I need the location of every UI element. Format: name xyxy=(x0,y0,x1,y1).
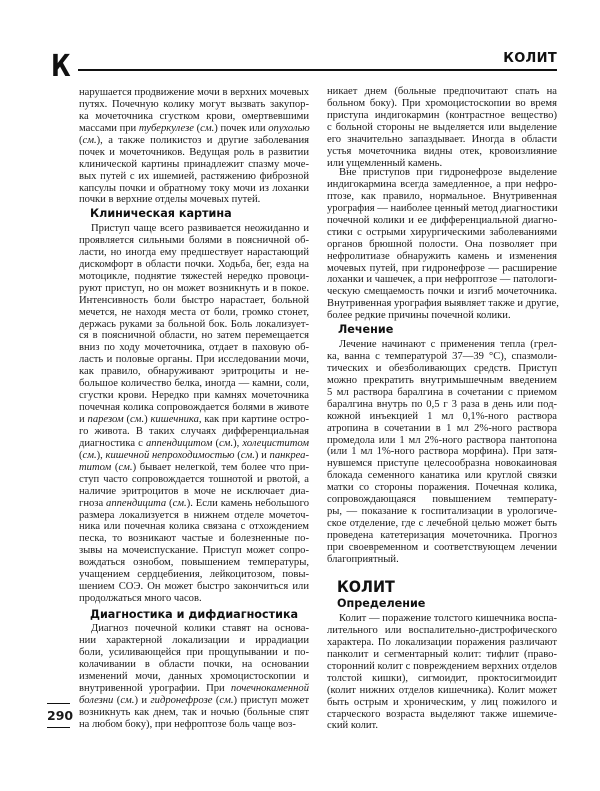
text-segment: почки в верхние отделы мочевых путей. xyxy=(79,194,261,206)
text-segment: ) и xyxy=(254,449,270,461)
cross-reference: болезни xyxy=(79,694,114,706)
cross-reference: см. xyxy=(120,694,135,706)
cross-reference: аппендицитом xyxy=(145,437,213,449)
text-line xyxy=(79,545,309,557)
text-line xyxy=(327,298,557,310)
text-line xyxy=(327,286,557,298)
text-segment: Внутривенная урография выявляет также и другие, xyxy=(327,298,559,310)
text-segment: песка, то возникают частые и болезненные по- xyxy=(79,533,309,545)
text-segment: никает днем (больные предпочитают спать на xyxy=(327,86,557,97)
text-line xyxy=(79,135,309,147)
text-line xyxy=(327,625,557,637)
text-line xyxy=(79,707,309,719)
text-line xyxy=(79,319,309,331)
text-segment: птозе, как правило, нормальное. Внутривенная xyxy=(327,190,557,202)
text-line xyxy=(327,215,557,227)
text-segment: массами при xyxy=(79,122,139,134)
text-segment: нии характерной локализации и иррадиации xyxy=(79,634,309,646)
text-segment: сторонний колит с повреждением верхних отделов xyxy=(327,660,557,672)
text-segment: старческого возраста выделяют также ишемиче- xyxy=(327,708,557,720)
text-segment: лительного или воспалительно-дистрофического xyxy=(327,624,557,636)
text-segment: внутривенной урографии. При xyxy=(79,682,231,694)
cross-reference: титом xyxy=(79,461,112,473)
text-line xyxy=(79,223,309,235)
text-line xyxy=(79,659,309,671)
text-segment: держась руками за больной бок. Боль локализует- xyxy=(79,318,309,330)
cross-reference: холециститом xyxy=(242,437,309,449)
cross-reference: см. xyxy=(200,122,215,134)
text-segment: почечная колика сопровождается болями в животе xyxy=(79,402,309,414)
text-segment: диагностика с xyxy=(79,437,146,449)
text-segment: ( xyxy=(111,461,119,473)
text-segment: почечной колики и ее дифференциальной диагно- xyxy=(327,214,557,226)
text-segment: нефролитиазе обнаружить камень и изменения xyxy=(327,250,557,262)
section-heading-clinical: Клиническая картина xyxy=(90,207,232,220)
text-segment: ) почек или xyxy=(214,122,269,134)
text-segment: ) бывает нелегкой, тем более что при- xyxy=(132,461,309,473)
text-segment: ский колит. xyxy=(327,720,379,732)
text-segment: (или 1 мл 1%-ного раствора морфина). При затя- xyxy=(327,446,557,458)
text-line xyxy=(79,647,309,659)
text-line xyxy=(79,183,309,195)
text-line xyxy=(79,414,309,426)
text-line xyxy=(327,637,557,649)
text-line xyxy=(79,593,309,605)
text-segment: панколит и сегментарный колит: тифлит (право- xyxy=(327,648,557,660)
text-line xyxy=(79,307,309,319)
text-segment: стики с острыми хирургическими заболеваниями xyxy=(327,226,557,238)
section-letter: К xyxy=(51,49,71,84)
text-line xyxy=(327,146,557,158)
text-line xyxy=(79,474,309,486)
text-segment: блокада семенного канатика или круглой связки xyxy=(327,470,557,482)
text-segment: устья мочеточника видны отек, кровоизлияние xyxy=(327,145,557,157)
cross-reference: см. xyxy=(172,497,187,509)
text-segment: ласть и половые органы. При исследовании мочи, xyxy=(79,354,309,366)
text-segment: урография — наиболее ценный метод диагностики xyxy=(327,202,558,214)
cross-reference: см. xyxy=(118,461,133,473)
text-line xyxy=(79,486,309,498)
text-line xyxy=(79,426,309,438)
text-segment: нарушается продвижение мочи в верхних мочевых xyxy=(79,87,309,98)
cross-reference: см. xyxy=(219,694,234,706)
paragraph xyxy=(327,86,557,170)
text-line xyxy=(327,363,557,375)
running-title: КОЛИТ xyxy=(503,51,557,66)
text-line xyxy=(327,423,557,435)
text-segment: размера локализуется в нижнем отделе мочеточ- xyxy=(79,509,309,521)
text-segment: учащением сердцебиения, лейкоцитозом, повы- xyxy=(79,569,309,581)
text-line xyxy=(327,263,557,275)
cross-reference: аппендицита xyxy=(106,497,167,509)
text-line xyxy=(79,695,309,707)
cross-reference: опухолью xyxy=(268,122,310,134)
section-heading-definition: Определение xyxy=(337,597,426,610)
text-segment: вниз по ходу мочеточника, отдает в паховую об- xyxy=(79,342,309,354)
text-segment: его значительно запаздывает. Иногда в области xyxy=(327,133,557,145)
text-segment: ка мочеточника сгустком крови, омертвевшими xyxy=(79,110,309,122)
text-line xyxy=(79,510,309,522)
text-segment: капсулы почки и обратному току мочи из лоханки xyxy=(79,182,309,194)
text-segment: атропина в сочетании в 1 мл 2%-ного раствора xyxy=(327,422,557,434)
paragraph xyxy=(327,167,557,322)
text-line xyxy=(79,623,309,635)
text-segment: ры, — показание к госпитализации в урологиче- xyxy=(327,506,557,518)
text-segment: изменений мочи, данных хромоцистоскопии и xyxy=(79,670,309,682)
page-number: 290 xyxy=(47,703,70,728)
cross-reference: см. xyxy=(218,437,234,449)
text-line xyxy=(79,438,309,450)
text-segment: продолжаться много часов. xyxy=(79,593,202,605)
text-segment: при своевременном и соответствующем лечении xyxy=(327,541,557,553)
text-segment: ). Если камень небольшого xyxy=(186,497,309,509)
text-line xyxy=(79,402,309,414)
text-segment: ) xyxy=(144,414,151,425)
text-segment: вождаться ознобом, повышением температуры, xyxy=(79,557,309,569)
text-line xyxy=(79,533,309,545)
text-segment: нувшемся приступе целесообразна новокаиновая xyxy=(327,458,557,470)
text-segment: ласти, но иногда ему предшествует нарастающий xyxy=(79,246,309,258)
header-rule xyxy=(78,69,557,71)
text-line xyxy=(79,671,309,683)
text-line xyxy=(327,274,557,286)
text-segment: матки со стороны поражения. Почечная колика, xyxy=(327,482,557,494)
text-segment: ( xyxy=(212,437,219,449)
text-segment: или ущемленный камень. xyxy=(327,157,443,169)
text-segment: (колит нижних отделов кишечника). Колит может xyxy=(327,684,557,696)
text-line xyxy=(327,697,557,709)
text-segment: ника или почечная колика связана с отхождением xyxy=(79,521,309,533)
text-line xyxy=(79,99,309,111)
text-segment: ( xyxy=(193,122,201,134)
text-line xyxy=(79,557,309,569)
text-line xyxy=(79,342,309,354)
cross-reference: кишечной непроходимостью xyxy=(105,449,235,461)
text-segment: ), xyxy=(233,437,243,449)
text-segment: ), xyxy=(96,449,106,461)
text-segment: быть острым и хроническим, у лиц пожилого и xyxy=(327,696,557,708)
text-line xyxy=(79,569,309,581)
text-line xyxy=(327,110,557,122)
text-line xyxy=(327,649,557,661)
text-segment: большое количество белка, иногда — камни, соли, xyxy=(79,378,309,390)
text-line xyxy=(79,123,309,135)
cross-reference: парезом xyxy=(87,414,124,425)
text-line xyxy=(79,171,309,183)
text-line xyxy=(79,283,309,295)
text-segment: ( xyxy=(79,134,83,146)
text-segment: Колит — поражение толстого кишечника воспа- xyxy=(339,613,557,624)
text-segment: проведена катетеризация мочеточника. Прогноз xyxy=(327,530,557,541)
text-line xyxy=(327,494,557,506)
text-segment: го живота. В таких случаях дифференциальная xyxy=(79,425,309,437)
text-segment: промедола или 1 мл 2%-ного раствора пантопона xyxy=(327,434,557,446)
text-segment: ( xyxy=(79,449,83,461)
text-segment: вых путей с их ишемией, растяжению фиброзной xyxy=(79,170,309,182)
text-line xyxy=(327,203,557,215)
text-segment: Интенсивность боли быстро нарастает, больной xyxy=(79,294,309,306)
text-segment: руют приступ, но он может возникнуть и в покое. xyxy=(79,282,309,294)
text-segment: индигокармина всегда замедленное, а при нефро- xyxy=(327,178,557,190)
text-line xyxy=(327,375,557,387)
paragraph xyxy=(79,623,309,730)
text-segment: дискомфорт в области почки. Ходьба, бег, езда на xyxy=(79,258,309,270)
cross-reference: кишечника xyxy=(150,414,199,425)
section-heading-diagnostics: Диагностика и дифдиагностика xyxy=(90,608,299,621)
text-line xyxy=(327,310,557,322)
text-line xyxy=(327,470,557,482)
text-line xyxy=(79,521,309,533)
text-line xyxy=(79,498,309,510)
text-segment: ) приступ может xyxy=(233,694,309,706)
cross-reference: см. xyxy=(82,449,97,461)
text-segment: путях. Почечную колику могут вызвать закупор- xyxy=(79,98,309,110)
cross-reference: см. xyxy=(129,414,145,425)
text-line xyxy=(327,411,557,423)
text-segment: боли, усиливающейся при прощупывании и по- xyxy=(79,646,309,658)
text-segment: шением СОЭ. Он может быстро закончиться или xyxy=(79,581,309,593)
cross-reference: туберкулезе xyxy=(138,122,194,134)
text-segment: характера. По локализации поражения различают xyxy=(327,636,557,648)
cross-reference: гидронефрозе xyxy=(150,694,213,706)
text-segment: ( xyxy=(123,414,130,425)
text-segment: ) и xyxy=(134,694,151,706)
text-segment: толстой кишки), сигмоидит, проктосигмоидит xyxy=(327,672,557,684)
text-segment: мочевых путей, при гидронефрозе — расширение xyxy=(327,262,557,274)
text-line xyxy=(79,159,309,171)
text-segment: тических и обезболивающих средств. Приступ xyxy=(327,362,557,374)
paragraph xyxy=(327,613,557,732)
paragraph xyxy=(79,87,309,206)
text-line xyxy=(79,719,309,731)
text-line xyxy=(327,613,557,625)
text-segment: ское отделение, где с лечебной целью может быть xyxy=(327,518,557,530)
paragraph xyxy=(79,223,309,605)
text-line xyxy=(327,518,557,530)
text-segment: ( xyxy=(212,694,220,706)
text-line xyxy=(327,98,557,110)
text-segment: колачивании в области почки, на основании xyxy=(79,658,309,670)
text-line xyxy=(327,351,557,363)
text-segment: баралгина внутрь по 0,5 г 3 раза в день или под- xyxy=(327,398,557,410)
text-line xyxy=(327,661,557,673)
text-segment: ( xyxy=(166,497,173,509)
paragraph xyxy=(327,339,557,566)
text-line xyxy=(327,673,557,685)
text-segment: Диагноз почечной колики ставят на основа- xyxy=(91,623,309,634)
text-line xyxy=(79,194,309,206)
text-line xyxy=(79,390,309,402)
text-line xyxy=(79,366,309,378)
text-line xyxy=(327,435,557,447)
text-line xyxy=(79,450,309,462)
text-line xyxy=(327,709,557,721)
text-line xyxy=(79,295,309,307)
text-line xyxy=(327,86,557,98)
text-line xyxy=(327,179,557,191)
text-segment: , как при картине остро- xyxy=(198,414,309,425)
text-line xyxy=(327,542,557,554)
text-segment: почек и мочеточников. Ведущая роль в развитии xyxy=(79,146,309,158)
text-segment: как правило, обнаруживают эритроциты и не- xyxy=(79,366,309,378)
text-segment: клинической картины принадлежит спазму моче- xyxy=(79,158,309,170)
text-line xyxy=(327,167,557,179)
text-segment: гноза xyxy=(79,497,107,509)
text-line xyxy=(327,122,557,134)
text-line xyxy=(327,482,557,494)
text-segment: ( xyxy=(113,694,121,706)
cross-reference: панкреа- xyxy=(269,449,310,461)
text-line xyxy=(79,581,309,593)
text-line xyxy=(327,530,557,542)
text-segment: больном боку). При хромоцистоскопии во время xyxy=(327,97,557,109)
text-line xyxy=(79,354,309,366)
cross-reference: почечнокаменной xyxy=(230,682,309,694)
text-line xyxy=(327,134,557,146)
text-segment: мечется, не находя места от боли, громко стонет, xyxy=(79,306,309,318)
text-line xyxy=(327,458,557,470)
text-line xyxy=(79,271,309,283)
text-line xyxy=(327,446,557,458)
text-line xyxy=(327,554,557,566)
article-title: КОЛИТ xyxy=(337,577,395,596)
text-segment: ( xyxy=(234,449,241,461)
text-segment: можно прекратить внутримышечным введением xyxy=(327,374,557,386)
text-segment: ка, ванна с температурой 37—39 °С), спазмоли- xyxy=(327,350,557,362)
cross-reference: см. xyxy=(82,134,97,146)
text-segment: органов брюшной полости. Она позволяет при xyxy=(327,238,557,250)
text-line xyxy=(79,111,309,123)
text-line xyxy=(327,685,557,697)
text-segment: и xyxy=(79,414,88,425)
text-line xyxy=(327,227,557,239)
section-heading-treatment: Лечение xyxy=(338,323,394,336)
text-line xyxy=(327,239,557,251)
text-segment: ческую смещаемость почки и изгиб мочеточника. xyxy=(327,286,557,298)
text-segment: мотоцикле, поднятие тяжестей нередко провоци- xyxy=(79,270,309,282)
text-segment: благоприятный. xyxy=(327,553,399,565)
text-segment: ся в поясничной области, но затем перемещается xyxy=(79,330,309,342)
text-segment: проявляется сильными болями в поясничной об- xyxy=(79,234,309,246)
text-line xyxy=(79,147,309,159)
cross-reference: см. xyxy=(240,449,255,461)
text-line xyxy=(79,87,309,99)
text-segment: Вне приступов при гидронефрозе выделение xyxy=(339,167,557,178)
text-line xyxy=(79,330,309,342)
text-line xyxy=(327,191,557,203)
text-segment: ), а также поликистоз и другие заболевания xyxy=(96,134,309,146)
text-segment: возникнуть как днем, так и ночью (больные спят xyxy=(79,706,309,718)
text-line xyxy=(79,683,309,695)
text-segment: на любом боку), при нефроптозе боль чаще воз- xyxy=(79,718,296,730)
text-line xyxy=(327,506,557,518)
text-line xyxy=(79,378,309,390)
text-segment: ступ часто сопровождается тошнотой и рвотой, а xyxy=(79,473,309,485)
text-line xyxy=(79,259,309,271)
text-segment: сгустки крови. Нередко при камнях мочеточника xyxy=(79,390,309,402)
text-line xyxy=(327,720,557,732)
text-segment: наличие эритроцитов в моче не исключает диа- xyxy=(79,485,309,497)
text-line xyxy=(79,635,309,647)
text-segment: лоханки и чашечек, а при нефроптозе — патологи- xyxy=(327,274,557,286)
text-segment: более редкие причины почечной колики. xyxy=(327,310,511,322)
text-segment: Лечение начинают с применения тепла (грел- xyxy=(339,339,557,350)
text-segment: с больной стороны не выделяется или выделение xyxy=(327,121,557,133)
text-segment: Приступ чаще всего развивается неожиданно и xyxy=(91,223,309,234)
text-line xyxy=(327,251,557,263)
text-line xyxy=(79,235,309,247)
text-segment: приступа индигокармин (контрастное вещество) xyxy=(327,109,557,121)
text-line xyxy=(327,399,557,411)
text-line xyxy=(327,339,557,351)
text-segment: зывы на мочеиспускание. Приступ может сопро- xyxy=(79,545,309,557)
text-line xyxy=(79,247,309,259)
text-segment: кожной инъекцией 1 мл 0,1%-ного раствора xyxy=(327,410,557,422)
text-segment: сопровождающаяся повышением температу- xyxy=(327,494,557,506)
text-segment: 5 мл раствора баралгина в сочетании с приемом xyxy=(327,386,557,398)
text-line xyxy=(79,462,309,474)
text-line xyxy=(327,387,557,399)
